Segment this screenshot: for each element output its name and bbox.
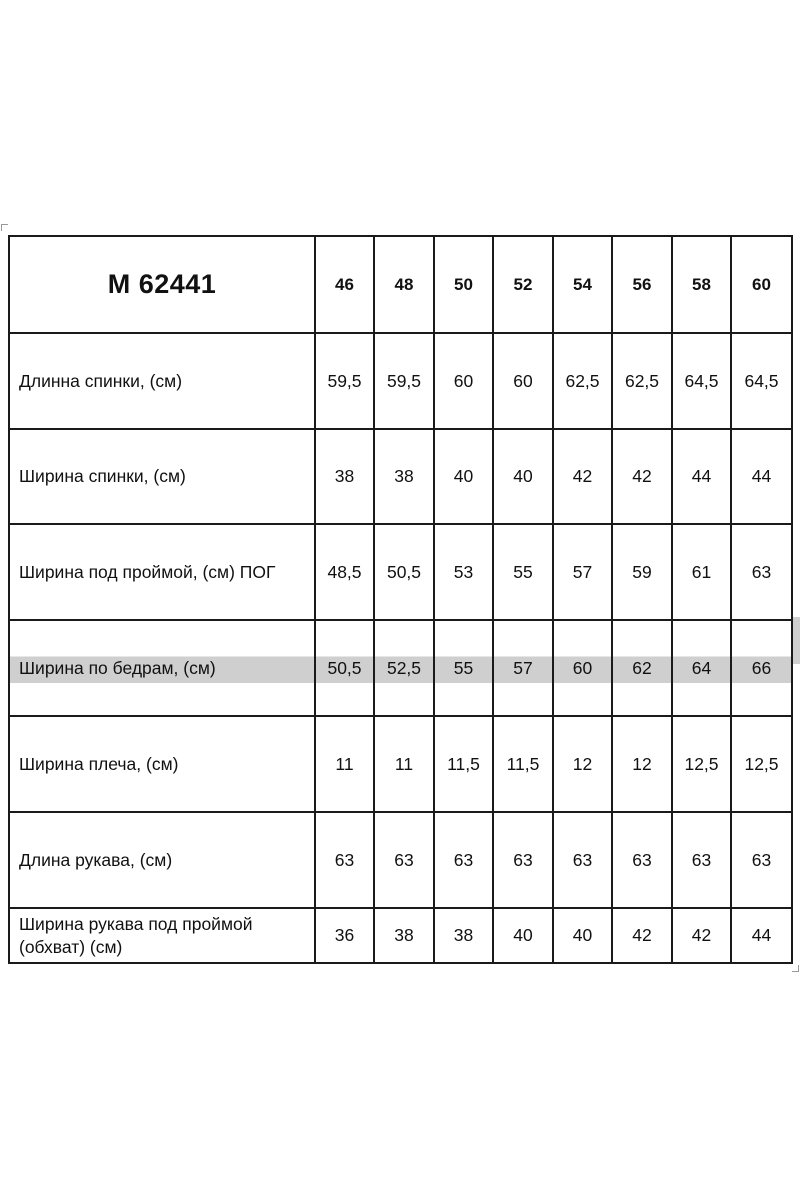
table-row xyxy=(9,908,792,963)
measurement-value: 42 xyxy=(553,429,612,524)
table-row xyxy=(9,429,792,524)
table-row xyxy=(9,812,792,908)
size-header: 56 xyxy=(612,236,672,333)
measurement-value: 55 xyxy=(434,620,493,716)
measurement-value: 55 xyxy=(493,524,553,620)
measurement-value: 12,5 xyxy=(672,716,731,812)
header-row xyxy=(9,236,792,333)
corner-crop-mark xyxy=(792,965,799,972)
measurement-label: Ширина плеча, (см) xyxy=(9,716,315,812)
measurement-value: 36 xyxy=(315,908,374,963)
measurement-value: 44 xyxy=(731,429,792,524)
measurement-value: 42 xyxy=(612,429,672,524)
measurement-value: 12 xyxy=(612,716,672,812)
measurement-value: 62,5 xyxy=(553,333,612,429)
measurement-value: 38 xyxy=(315,429,374,524)
measurement-value: 63 xyxy=(553,812,612,908)
measurement-value: 42 xyxy=(672,908,731,963)
measurement-value: 59,5 xyxy=(374,333,434,429)
size-header: 46 xyxy=(315,236,374,333)
measurement-value: 40 xyxy=(434,429,493,524)
measurement-label: Длина рукава, (см) xyxy=(9,812,315,908)
measurement-value: 63 xyxy=(612,812,672,908)
measurement-value: 53 xyxy=(434,524,493,620)
table-row xyxy=(9,524,792,620)
measurement-value: 44 xyxy=(672,429,731,524)
measurement-value: 60 xyxy=(553,620,612,716)
measurement-label: Ширина рукава под проймой (обхват) (см) xyxy=(9,908,315,963)
size-header: 48 xyxy=(374,236,434,333)
measurement-value: 61 xyxy=(672,524,731,620)
size-header: 60 xyxy=(731,236,792,333)
measurement-value: 11,5 xyxy=(493,716,553,812)
measurement-value: 62,5 xyxy=(612,333,672,429)
measurement-label: Ширина под проймой, (см) ПОГ xyxy=(9,524,315,620)
measurement-value: 64,5 xyxy=(672,333,731,429)
measurement-value: 38 xyxy=(374,908,434,963)
measurement-value: 12,5 xyxy=(731,716,792,812)
measurement-label: Ширина спинки, (см) xyxy=(9,429,315,524)
measurement-value: 64,5 xyxy=(731,333,792,429)
measurement-value: 11 xyxy=(374,716,434,812)
table-row xyxy=(9,333,792,429)
size-header: 58 xyxy=(672,236,731,333)
measurement-value: 64 xyxy=(672,620,731,716)
measurement-value: 60 xyxy=(493,333,553,429)
corner-crop-mark xyxy=(1,224,8,231)
measurement-value: 11 xyxy=(315,716,374,812)
measurement-value: 63 xyxy=(374,812,434,908)
measurement-value: 57 xyxy=(553,524,612,620)
measurement-value: 63 xyxy=(493,812,553,908)
measurement-value: 52,5 xyxy=(374,620,434,716)
size-chart-table xyxy=(8,235,793,964)
measurement-value: 40 xyxy=(553,908,612,963)
table-row-highlighted xyxy=(9,620,792,716)
size-header: 50 xyxy=(434,236,493,333)
measurement-value: 42 xyxy=(612,908,672,963)
measurement-value: 62 xyxy=(612,620,672,716)
measurement-value: 44 xyxy=(731,908,792,963)
measurement-value: 12 xyxy=(553,716,612,812)
measurement-value: 40 xyxy=(493,908,553,963)
size-header: 52 xyxy=(493,236,553,333)
measurement-value: 63 xyxy=(731,812,792,908)
measurement-value: 60 xyxy=(434,333,493,429)
measurement-value: 63 xyxy=(315,812,374,908)
measurement-label: Длинна спинки, (см) xyxy=(9,333,315,429)
measurement-value: 48,5 xyxy=(315,524,374,620)
measurement-value: 57 xyxy=(493,620,553,716)
measurement-value: 59,5 xyxy=(315,333,374,429)
measurement-label: Ширина по бедрам, (см) xyxy=(9,620,315,716)
size-header: 54 xyxy=(553,236,612,333)
measurement-value: 63 xyxy=(731,524,792,620)
measurement-value: 66 xyxy=(731,620,792,716)
measurement-value: 38 xyxy=(374,429,434,524)
measurement-value: 50,5 xyxy=(315,620,374,716)
measurement-value: 11,5 xyxy=(434,716,493,812)
measurement-value: 63 xyxy=(672,812,731,908)
model-number: М 62441 xyxy=(9,236,315,333)
measurement-value: 40 xyxy=(493,429,553,524)
table-row xyxy=(9,716,792,812)
measurement-value: 63 xyxy=(434,812,493,908)
measurement-value: 59 xyxy=(612,524,672,620)
measurement-value: 50,5 xyxy=(374,524,434,620)
side-highlight-mark xyxy=(793,617,800,664)
measurement-value: 38 xyxy=(434,908,493,963)
